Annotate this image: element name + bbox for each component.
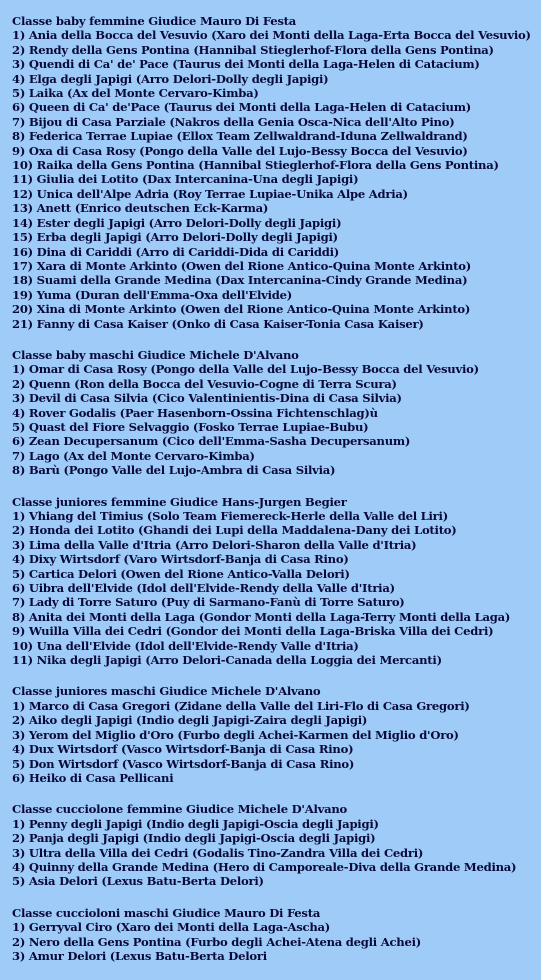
ranking-entry: 6) Uibra dell'Elvide (Idol dell'Elvide-Rendy della Valle d'Itria): [12, 581, 395, 596]
ranking-entry: 6) Queen di Ca' de'Pace (Taurus dei Monti della Laga-Helen di Catacium): [12, 100, 471, 115]
ranking-entry: 7) Lago (Ax del Monte Cervaro-Kimba): [12, 448, 255, 463]
ranking-entry: 7) Bijou di Casa Parziale (Nakros della Genia Osca-Nica dell'Alto Pino): [12, 114, 455, 129]
ranking-entry: 5) Cartica Delori (Owen del Rione Antico-Valla Delori): [12, 566, 350, 581]
class-heading: Classe juniores maschi Giudice Michele D'Alvano: [12, 684, 321, 699]
ranking-entry: 10) Una dell'Elvide (Idol dell'Elvide-Rendy Valle d'Itria): [12, 638, 359, 653]
class-section: [12, 906, 540, 964]
ranking-entry: 1) Gerryval Ciro (Xaro dei Monti della Laga-Ascha): [12, 920, 331, 935]
class-section: [12, 684, 540, 785]
ranking-entry: 1) Marco di Casa Gregori (Zidane della Valle del Liri-Flo di Casa Gregori): [12, 698, 470, 713]
ranking-entry: 16) Dina di Cariddi (Arro di Cariddi-Dida di Cariddi): [12, 244, 340, 259]
ranking-entry: 6) Zean Decupersanum (Cico dell'Emma-Sasha Decupersanum): [12, 434, 411, 449]
ranking-entry: 20) Xina di Monte Arkinto (Owen del Rione Antico-Quina Monte Arkinto): [12, 302, 471, 317]
ranking-entry: 14) Ester degli Japigi (Arro Delori-Dolly degli Japigi): [12, 215, 342, 230]
ranking-entry: 19) Yuma (Duran dell'Emma-Oxa dell'Elvide): [12, 287, 293, 302]
ranking-entry: 9) Oxa di Casa Rosy (Pongo della Valle del Lujo-Bessy Bocca del Vesuvio): [12, 143, 468, 158]
ranking-entry: 2) Panja degli Japigi (Indio degli Japigi-Oscia degli Japigi): [12, 831, 376, 846]
ranking-entry: 3) Devil di Casa Silvia (Cico Valentinientis-Dina di Casa Silvia): [12, 391, 402, 406]
ranking-entry: 10) Raika della Gens Pontina (Hannibal Stieglerhof-Flora della Gens Pontina): [12, 158, 499, 173]
ranking-entry: 6) Heiko di Casa Pellicani: [12, 770, 174, 785]
ranking-entry: 5) Quast del Fiore Selvaggio (Fosko Terrae Lupiae-Bubu): [12, 419, 369, 434]
ranking-entry: 4) Dixy Wirtsdorf (Varo Wirtsdorf-Banja di Casa Rino): [12, 552, 349, 567]
ranking-entry: 4) Elga degli Japigi (Arro Delori-Dolly degli Japigi): [12, 71, 329, 86]
ranking-entry: 2) Nero della Gens Pontina (Furbo degli Achei-Atena degli Achei): [12, 934, 421, 949]
ranking-entry: 4) Quinny della Grande Medina (Hero di Camporeale-Diva della Grande Medina): [12, 859, 517, 874]
ranking-entry: 11) Nika degli Japigi (Arro Delori-Canada della Loggia dei Mercanti): [12, 653, 442, 668]
ranking-entry: 11) Giulia dei Lotito (Dax Intercanina-Una degli Japigi): [12, 172, 359, 187]
ranking-entry: 9) Wuilla Villa dei Cedri (Gondor dei Monti della Laga-Briska Villa dei Cedri): [12, 624, 494, 639]
ranking-entry: 8) Anita dei Monti della Laga (Gondor Monti della Laga-Terry Monti della Laga): [12, 609, 511, 624]
results-document: [12, 14, 540, 980]
class-heading: Classe baby maschi Giudice Michele D'Alvano: [12, 347, 299, 362]
ranking-entry: 18) Suami della Grande Medina (Dax Intercanina-Cindy Grande Medina): [12, 273, 468, 288]
class-heading: Classe cucciolone femmine Giudice Michele D'Alvano: [12, 802, 348, 817]
ranking-entry: 8) Barù (Pongo Valle del Lujo-Ambra di Casa Silvia): [12, 463, 336, 478]
ranking-entry: 1) Omar di Casa Rosy (Pongo della Valle del Lujo-Bessy Bocca del Vesuvio): [12, 362, 479, 377]
class-section: [12, 495, 540, 668]
ranking-entry: 5) Asia Delori (Lexus Batu-Berta Delori): [12, 874, 264, 889]
class-heading: Classe juniores femmine Giudice Hans-Jurgen Begier: [12, 494, 347, 509]
ranking-entry: 21) Fanny di Casa Kaiser (Onko di Casa Kaiser-Tonia Casa Kaiser): [12, 316, 424, 331]
ranking-entry: 1) Ania della Bocca del Vesuvio (Xaro dei Monti della Laga-Erta Bocca del Vesuvio): [12, 28, 531, 43]
class-heading: Classe cuccioloni maschi Giudice Mauro Di Festa: [12, 905, 321, 920]
ranking-entry: 12) Unica dell'Alpe Adria (Roy Terrae Lupiae-Unika Alpe Adria): [12, 186, 408, 201]
ranking-entry: 7) Lady di Torre Saturo (Puy di Sarmano-Fanù di Torre Saturo): [12, 595, 405, 610]
ranking-entry: 2) Aiko degli Japigi (Indio degli Japigi-Zaira degli Japigi): [12, 713, 368, 728]
ranking-entry: 1) Vhiang del Timius (Solo Team Fiemereck-Herle della Valle del Liri): [12, 509, 448, 523]
ranking-entry: 8) Federica Terrae Lupiae (Ellox Team Zellwaldrand-Iduna Zellwaldrand): [12, 129, 468, 144]
ranking-entry: 17) Xara di Monte Arkinto (Owen del Rione Antico-Quina Monte Arkinto): [12, 258, 471, 273]
ranking-entry: 3) Yerom del Miglio d'Oro (Furbo degli Achei-Karmen del Miglio d'Oro): [12, 727, 459, 742]
ranking-entry: 3) Amur Delori (Lexus Batu-Berta Delori: [12, 948, 267, 963]
ranking-entry: 4) Dux Wirtsdorf (Vasco Wirtsdorf-Banja di Casa Rino): [12, 742, 354, 757]
ranking-entry: 2) Honda dei Lotito (Ghandi dei Lupi della Maddalena-Dany dei Lotito): [12, 523, 457, 538]
class-heading: Classe baby femmine Giudice Mauro Di Festa: [12, 14, 296, 28]
ranking-entry: 2) Rendy della Gens Pontina (Hannibal Stieglerhof-Flora della Gens Pontina): [12, 42, 494, 57]
ranking-entry: 3) Ultra della Villa dei Cedri (Godalis Tino-Zandra Villa dei Cedri): [12, 845, 424, 860]
ranking-entry: 3) Quendi di Ca' de' Pace (Taurus dei Monti della Laga-Helen di Catacium): [12, 57, 480, 72]
class-section: [12, 802, 540, 888]
ranking-entry: 3) Lima della Valle d'Itria (Arro Delori-Sharon della Valle d'Itria): [12, 537, 417, 552]
ranking-entry: 5) Laika (Ax del Monte Cervaro-Kimba): [12, 86, 259, 101]
ranking-entry: 1) Penny degli Japigi (Indio degli Japigi-Oscia degli Japigi): [12, 816, 379, 831]
ranking-entry: 2) Quenn (Ron della Bocca del Vesuvio-Cogne di Terra Scura): [12, 376, 397, 391]
ranking-entry: 4) Rover Godalis (Paer Hasenborn-Ossina Fichtenschlag)ù: [12, 405, 378, 420]
ranking-entry: 5) Don Wirtsdorf (Vasco Wirtsdorf-Banja di Casa Rino): [12, 756, 355, 771]
ranking-entry: 15) Erba degli Japigi (Arro Delori-Dolly degli Japigi): [12, 230, 338, 245]
ranking-entry: 13) Anett (Enrico deutschen Eck-Karma): [12, 201, 269, 216]
class-section: [12, 348, 540, 478]
class-section: [12, 14, 540, 331]
